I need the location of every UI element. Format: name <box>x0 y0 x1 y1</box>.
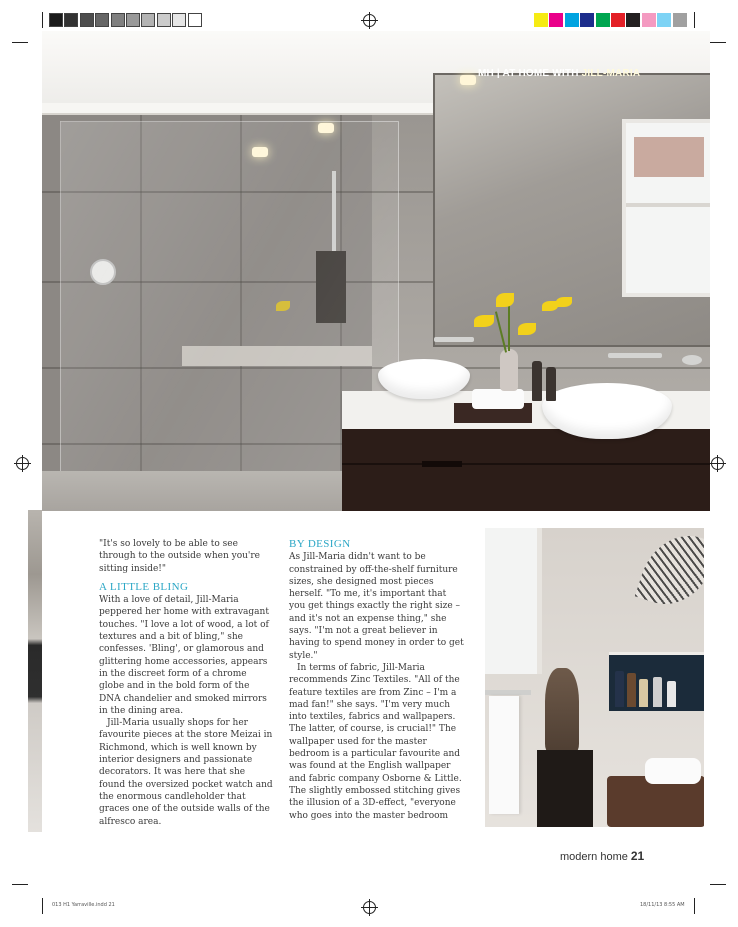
registration-mark <box>363 14 376 27</box>
page-number: 21 <box>630 849 645 863</box>
towel-rail <box>485 690 531 695</box>
registration-mark <box>363 901 376 914</box>
flower-vase <box>500 349 518 391</box>
crop-mark <box>694 12 695 28</box>
bottle <box>615 671 624 707</box>
soap-bottle <box>532 361 542 401</box>
window <box>485 528 542 674</box>
leaf-wall-art <box>635 528 704 616</box>
intro-quote: "It's so lovely to be able to see through to the outside when you're sitting inside!" <box>99 539 261 574</box>
drawer-handle <box>422 461 462 467</box>
bottle <box>653 677 662 707</box>
dark-pedestal <box>537 750 593 827</box>
yellow-lily <box>518 323 536 335</box>
gray-swatch <box>188 13 202 27</box>
gray-swatch <box>80 13 94 27</box>
color-swatch <box>534 13 548 27</box>
window-sash <box>626 203 710 207</box>
wall-niche <box>609 652 704 711</box>
article-column-2 <box>289 538 464 822</box>
gray-swatch <box>141 13 155 27</box>
facing-page-photo-edge <box>28 510 42 832</box>
running-head-name: JILL-MARIA <box>581 68 641 79</box>
drawer-line <box>342 463 710 465</box>
vanity-cabinet <box>342 429 710 511</box>
registration-mark <box>16 457 29 470</box>
wall-tap <box>434 337 474 342</box>
crop-mark <box>12 42 28 43</box>
hero-bathroom-photo <box>42 31 710 511</box>
folded-towel <box>472 389 524 409</box>
color-swatch <box>565 13 579 27</box>
yellow-lily <box>556 297 572 307</box>
color-swatch <box>642 13 656 27</box>
crop-mark <box>710 42 726 43</box>
bottle <box>639 679 648 707</box>
downlight <box>460 75 476 85</box>
color-swatch <box>549 13 563 27</box>
bottle <box>667 681 676 707</box>
yellow-lily <box>474 315 494 327</box>
body-paragraph: With a love of detail, Jill-Maria peppered her home with extravagant touches. "I love a lot of wood, a lot of textures and a bit of bling," she confesses. 'Bling', or glamorous and glittering home accessories, appears in the discreet form of a chrome globe and in the bold form of the DNA chandelier and smoked mirrors in the dining area. <box>99 595 269 716</box>
bathroom-detail-photo <box>479 521 710 834</box>
color-swatch <box>611 13 625 27</box>
running-head-section: MH | AT HOME WITH <box>478 68 582 79</box>
stone-lion-statue <box>545 668 579 752</box>
window <box>622 119 710 297</box>
color-swatch <box>673 13 687 27</box>
crop-mark <box>42 898 43 914</box>
magazine-name: modern home <box>560 851 628 863</box>
body-paragraph: In terms of fabric, Jill-Maria recommends Zinc Textiles. "All of the feature textiles are from Zinc – I'm a mad fan!" she says. "I'm very much into textiles, fabrics and wallpapers. The latter, of course, is crucial!" The wallpaper used for the master bedroom is a particular favourite and was found at the English wallpaper and fabric company Osborne & Little. The slightly embossed stitching gives the illusion of a 3D-effect, "everyone who goes into the master bedroom <box>289 662 462 821</box>
photo-frame <box>485 528 704 827</box>
registration-mark <box>711 457 724 470</box>
crop-mark <box>42 12 43 28</box>
yellow-lily <box>276 301 290 311</box>
crop-mark <box>710 884 726 885</box>
color-swatch <box>580 13 594 27</box>
crop-mark <box>12 884 28 885</box>
color-swatch <box>596 13 610 27</box>
gray-swatch <box>49 13 63 27</box>
soap-bottle <box>546 367 556 401</box>
section-heading: A LITTLE BLING <box>99 580 189 593</box>
hanging-towel <box>489 696 519 814</box>
neighbouring-roof <box>634 137 704 177</box>
bottle <box>627 673 636 707</box>
gray-swatch <box>95 13 109 27</box>
slug-file-name: 013 H1 Yarraville.indd 21 <box>52 902 115 908</box>
gray-swatch <box>172 13 186 27</box>
gray-swatch <box>157 13 171 27</box>
wall-tap <box>682 355 702 365</box>
yellow-lily <box>496 293 514 307</box>
slug-timestamp: 18/11/13 8:55 AM <box>640 902 685 908</box>
gray-swatch <box>111 13 125 27</box>
color-swatch <box>626 13 640 27</box>
article-column-1 <box>99 538 273 828</box>
gray-swatch <box>126 13 140 27</box>
wall-tap <box>608 353 662 358</box>
body-paragraph: As Jill-Maria didn't want to be constrained by off-the-shelf furniture sizes, she designed most pieces herself. "To me, it's important that you get things exactly the right size – and it's not an expense thing," she says. "I'm not a great believer in having to spend money in order to get style." <box>289 552 464 661</box>
color-swatch <box>657 13 671 27</box>
page-footer <box>560 849 644 863</box>
gray-swatch <box>64 13 78 27</box>
running-head <box>478 68 640 79</box>
crop-mark <box>694 898 695 914</box>
lily-stem <box>508 301 510 351</box>
white-towel <box>645 758 701 784</box>
section-heading: BY DESIGN <box>289 538 351 550</box>
body-paragraph: Jill-Maria usually shops for her favourite pieces at the store Meizai in Richmond, which is well known by interior designers and passionate decorators. It was here that she found the oversized pocket watch and the enormous candleholder that graces one of the outside walls of the alfresco area. <box>99 718 273 827</box>
